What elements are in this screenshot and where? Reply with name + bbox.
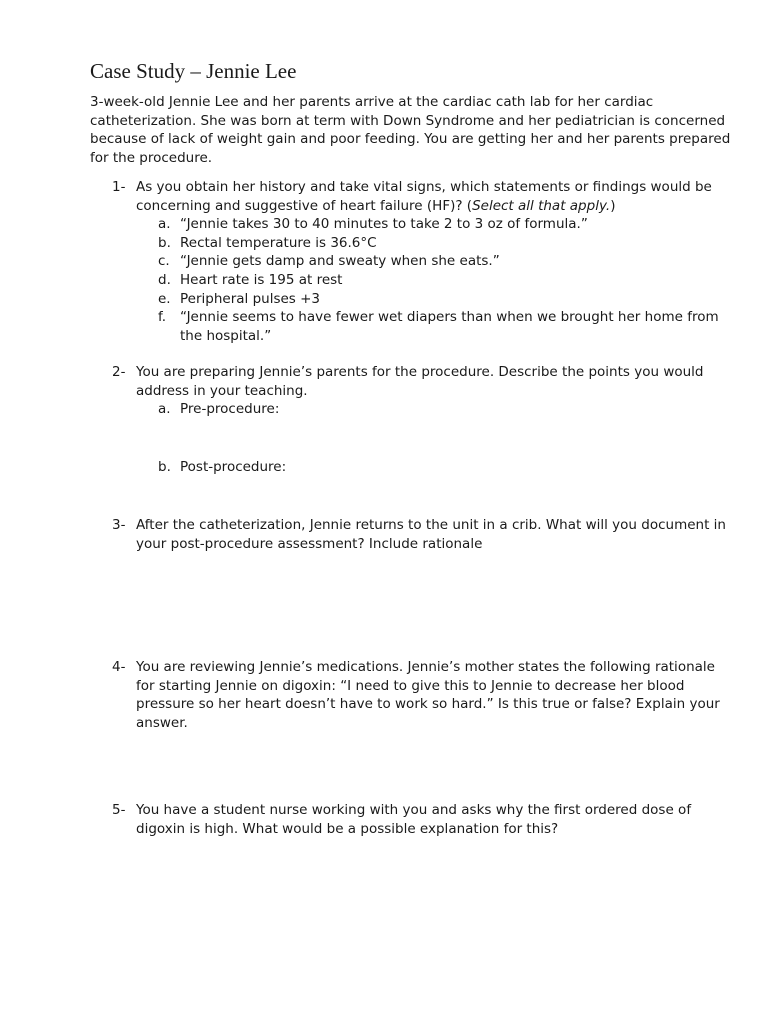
option-text: Heart rate is 195 at rest [180, 272, 343, 288]
question-line: As you obtain her history and take vital signs, which statements or findings would be [136, 179, 712, 195]
intro-paragraph [90, 93, 731, 167]
option-text: “Jennie takes 30 to 40 minutes to take 2 to 3 oz of formula.” [180, 216, 588, 232]
question-line: answer. [136, 714, 188, 731]
question-line: for starting Jennie on digoxin: “I need to give this to Jennie to decrease her blood [136, 677, 685, 694]
option-text: the hospital.” [180, 328, 272, 344]
option-letter: d. [158, 272, 171, 288]
question-number: 5- [112, 802, 126, 818]
option-letter: c. [158, 253, 170, 269]
option-letter: e. [158, 291, 171, 307]
part-letter: b. [158, 459, 171, 475]
question-line: digoxin is high. What would be a possible explanation for this? [136, 820, 559, 837]
part-text: Post-procedure: [180, 459, 287, 475]
select-all-note: Select all that apply. [472, 197, 611, 214]
option-text: “Jennie seems to have fewer wet diapers than when we brought her home from [180, 309, 719, 325]
option-f-continued [180, 327, 271, 346]
option-letter: b. [158, 235, 171, 251]
question-line: After the catheterization, Jennie returns to the unit in a crib. What will you document in [136, 517, 726, 533]
question-text [136, 801, 696, 838]
option-text: “Jennie gets damp and sweaty when she eats.” [180, 253, 500, 269]
question-line [136, 197, 696, 216]
intro-line: because of lack of weight gain and poor feeding. You are getting her and her parents prepared [90, 131, 731, 148]
page-title: Case Study – Jennie Lee [90, 59, 297, 83]
option-text: Peripheral pulses +3 [180, 291, 321, 307]
question-text [136, 516, 726, 553]
question-line-text: concerning and suggestive of heart failure (HF)? ( [136, 197, 473, 214]
question-line: You are reviewing Jennie’s medications. Jennie’s mother states the following rationale [136, 659, 715, 675]
question-number: 3- [112, 517, 126, 533]
intro-line: catheterization. She was born at term with Down Syndrome and her pediatrician is concerned [90, 112, 726, 129]
question-line: address in your teaching. [136, 382, 308, 399]
question-line: pressure so her heart doesn’t have to work so hard.” Is this true or false? Explain your [136, 696, 720, 713]
question-line: your post-procedure assessment? Include rationale [136, 535, 483, 552]
question-text [136, 658, 720, 732]
question-text [136, 178, 712, 215]
question-number: 2- [112, 364, 126, 380]
intro-line: for the procedure. [90, 149, 213, 166]
option-letter: a. [158, 216, 171, 232]
question-line: You are preparing Jennie’s parents for the procedure. Describe the points you would [136, 364, 704, 380]
question-line-text: ) [610, 197, 616, 214]
part-text: Pre-procedure: [180, 401, 280, 417]
question-number: 1- [112, 179, 126, 195]
question-text [136, 363, 704, 400]
option-letter: f. [158, 309, 167, 325]
question-number: 4- [112, 659, 126, 675]
question-line: You have a student nurse working with you and asks why the first ordered dose of [136, 802, 692, 818]
intro-line: 3-week-old Jennie Lee and her parents arrive at the cardiac cath lab for her cardiac [90, 94, 654, 110]
option-text: Rectal temperature is 36.6°C [180, 235, 377, 251]
part-letter: a. [158, 401, 171, 417]
